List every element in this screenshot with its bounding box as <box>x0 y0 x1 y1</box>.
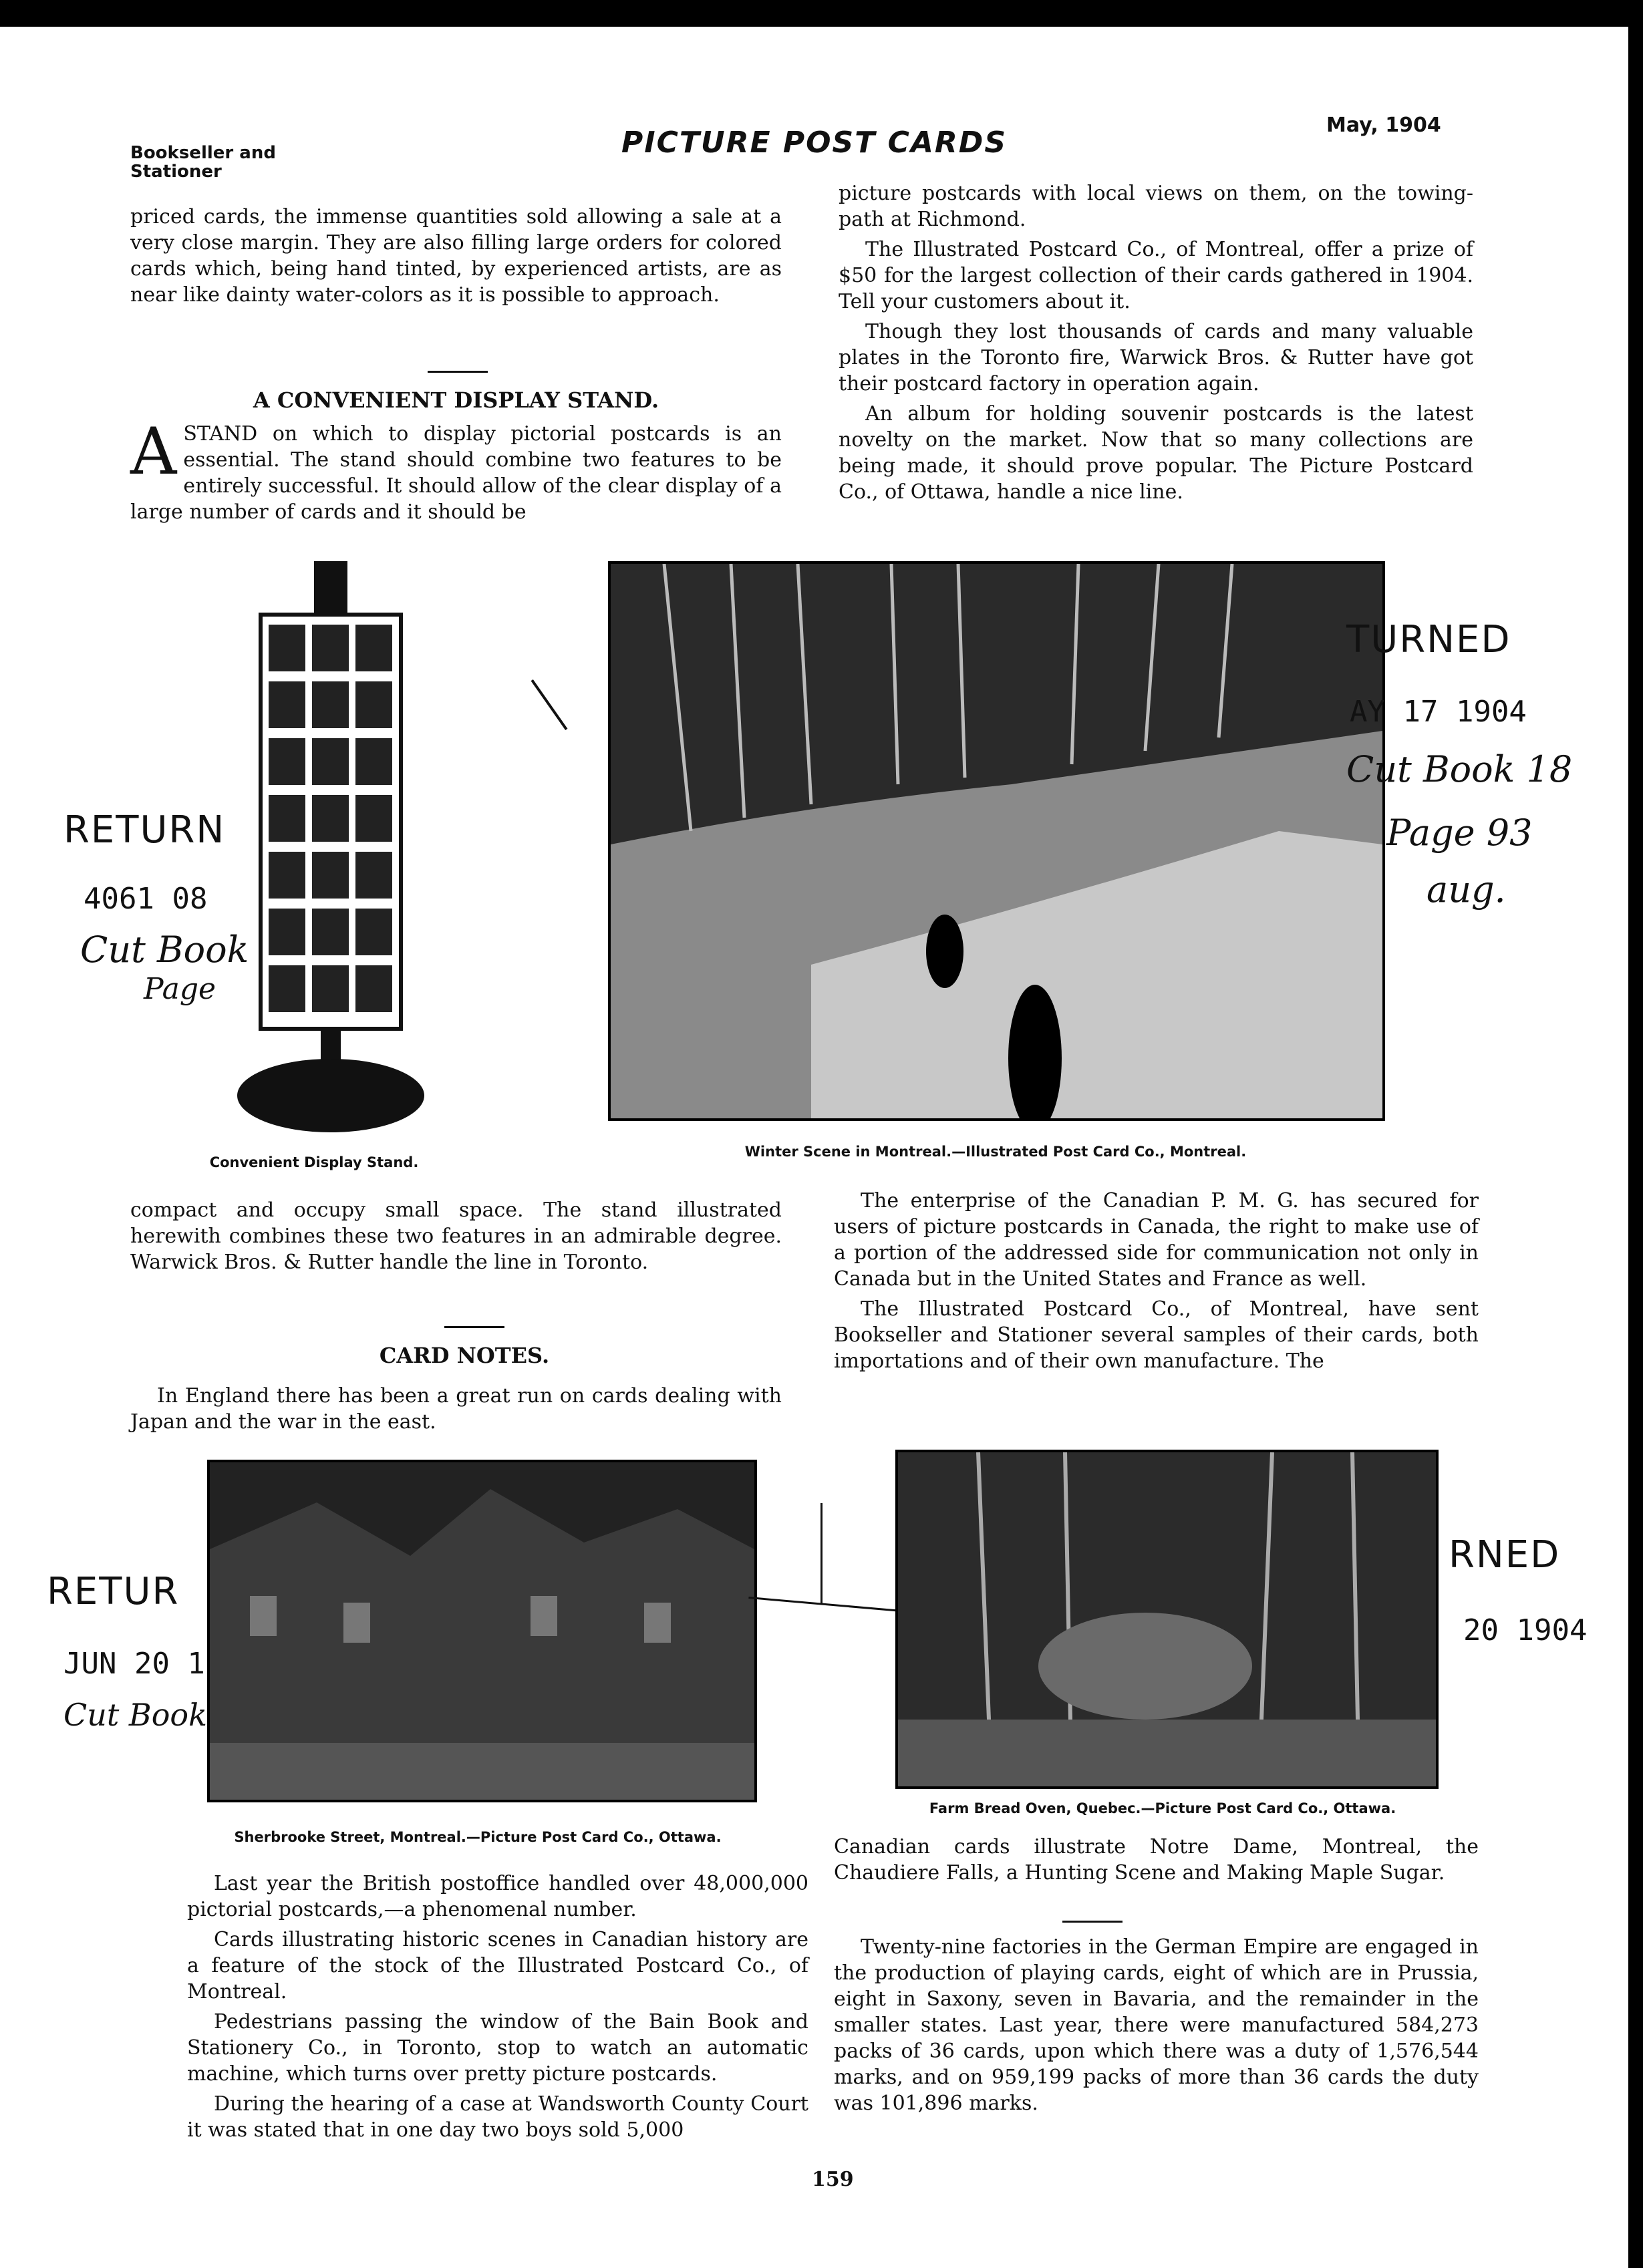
stamp-date: JUN 20 1 <box>63 1647 205 1681</box>
handwritten-note: Cut Book <box>80 929 249 971</box>
paragraph: Pedestrians passing the window of the Bain Book and Stationery Co., in Toronto, stop to watch an automatic machine, which turns over pretty picture postcards. <box>187 2010 808 2086</box>
handwritten-note: Page <box>144 972 216 1006</box>
caption-display-stand: Convenient Display Stand. <box>209 1154 419 1170</box>
col2-mid-text <box>834 1188 1479 1378</box>
drop-cap: A <box>130 414 177 489</box>
stamp-date: AY 17 1904 <box>1350 695 1527 729</box>
caption-farm-bread-oven: Farm Bread Oven, Quebec.—Picture Post Card Co., Ottawa. <box>929 1800 1396 1816</box>
issue-date: May, 1904 <box>1326 114 1441 137</box>
paragraph: compact and occupy small space. The stand illustrated herewith combines these two features in an admirable degree. Warwick Bros. & Rutter handle the line in Toronto. <box>130 1198 782 1274</box>
col2-bottom-para <box>834 1934 1479 2120</box>
divider <box>1062 1921 1123 1923</box>
caption-winter-scene: Winter Scene in Montreal.—Illustrated Post Card Co., Montreal. <box>744 1144 1247 1160</box>
scan-right-border <box>1628 0 1643 2268</box>
returned-stamp: RETUR <box>47 1570 180 1613</box>
display-stand-illustration <box>220 561 441 1136</box>
scan-mark <box>748 1597 901 1612</box>
page-title: PICTURE POST CARDS <box>621 126 1008 160</box>
paragraph: In England there has been a great run on cards dealing with Japan and the war in the east. <box>130 1384 782 1434</box>
paragraph: The enterprise of the Canadian P. M. G. has secured for users of picture postcards in Canada, the right to make use of a portion of the addressed side for communication not only in Canada but in the United States and France as well. <box>834 1189 1479 1291</box>
paragraph: Canadian cards illustrate Notre Dame, Montreal, the Chaudiere Falls, a Hunting Scene and Making Maple Sugar. <box>834 1835 1479 1885</box>
journal-name: Bookseller and Stationer <box>130 143 276 182</box>
card-notes-text <box>130 1383 782 1439</box>
scan-mark <box>531 679 568 730</box>
returned-stamp: TURNED <box>1346 618 1511 661</box>
caption-sherbrooke-street: Sherbrooke Street, Montreal.—Picture Post Card Co., Ottawa. <box>234 1829 722 1845</box>
farm-bread-oven-photo <box>895 1450 1439 1789</box>
winter-scene-photo <box>608 561 1385 1121</box>
handwritten-note: aug. <box>1427 868 1506 911</box>
handwritten-note: Cut Book <box>63 1697 207 1733</box>
paragraph: The Illustrated Postcard Co., of Montreal, offer a prize of $50 for the largest collection of their cards gathered in 1904. Tell your customers about it. <box>839 238 1473 313</box>
divider <box>444 1326 504 1328</box>
stamp-date: 20 1904 <box>1463 1613 1588 1647</box>
paragraph: Cards illustrating historic scenes in Canadian history are a feature of the stock of the Illustrated Postcard Co., of Montreal. <box>187 1928 808 2003</box>
page-number: 159 <box>812 2168 854 2191</box>
paragraph: Though they lost thousands of cards and many valuable plates in the Toronto fire, Warwick Bros. & Rutter have got their postcard factory in operation again. <box>839 320 1473 395</box>
paragraph: picture postcards with local views on them, on the towing-path at Richmond. <box>839 182 1473 231</box>
paragraph: Twenty-nine factories in the German Empire are engaged in the production of playing cards, eight of which are in Prussia, eight in Saxony, seven in Bavaria, and the remainder in the smaller states. Last year, there were manufactured 584,273 packs of 36 cards, upon which there was a duty of 1,576,544 marks, and on 959,199 packs of more than 36 cards the duty was 101,896 marks. <box>834 1935 1479 2115</box>
stand-paragraph <box>130 414 782 529</box>
paragraph: The Illustrated Postcard Co., of Montreal, have sent Bookseller and Stationer several samples of their cards, both importations and of their own manufacture. The <box>834 1297 1479 1373</box>
paragraph: STAND on which to display pictorial postcards is an essential. The stand should combine two features to be entirely successful. It should allow of the clear display of a large number of cards and it should be <box>130 422 782 524</box>
handwritten-note: Page 93 <box>1386 812 1533 854</box>
paragraph: Last year the British postoffice handled over 48,000,000 pictorial postcards,—a phenomenal number. <box>187 1872 808 1921</box>
scan-top-border <box>0 0 1643 27</box>
returned-stamp: RNED <box>1449 1533 1561 1577</box>
col2-bottom-text <box>834 1834 1479 1890</box>
divider <box>428 371 488 373</box>
scan-mark <box>820 1503 823 1603</box>
section-heading-display-stand: A CONVENIENT DISPLAY STAND. <box>253 387 659 413</box>
col2-top-text <box>839 180 1473 509</box>
col1-mid-text <box>130 1197 782 1279</box>
stamp-date: 4061 08 <box>84 882 208 916</box>
col1-bottom-text <box>187 1871 808 2147</box>
sherbrooke-street-photo <box>207 1460 757 1802</box>
returned-stamp: RETURN <box>63 808 226 852</box>
col1-top-text <box>130 204 782 312</box>
section-heading-card-notes: CARD NOTES. <box>379 1343 550 1368</box>
paragraph: During the hearing of a case at Wandsworth County Court it was stated that in one day two boys sold 5,000 <box>187 2092 808 2142</box>
paragraph: priced cards, the immense quantities sold allowing a sale at a very close margin. They are also filling large orders for colored cards which, being hand tinted, by experienced artists, are as near like dainty water-colors as it is possible to approach. <box>130 205 782 307</box>
paragraph: An album for holding souvenir postcards is the latest novelty on the market. Now that so many collections are being made, it should prove popular. The Picture Postcard Co., of Ottawa, handle a nice line. <box>839 402 1473 504</box>
handwritten-note: Cut Book 18 <box>1346 748 1573 790</box>
